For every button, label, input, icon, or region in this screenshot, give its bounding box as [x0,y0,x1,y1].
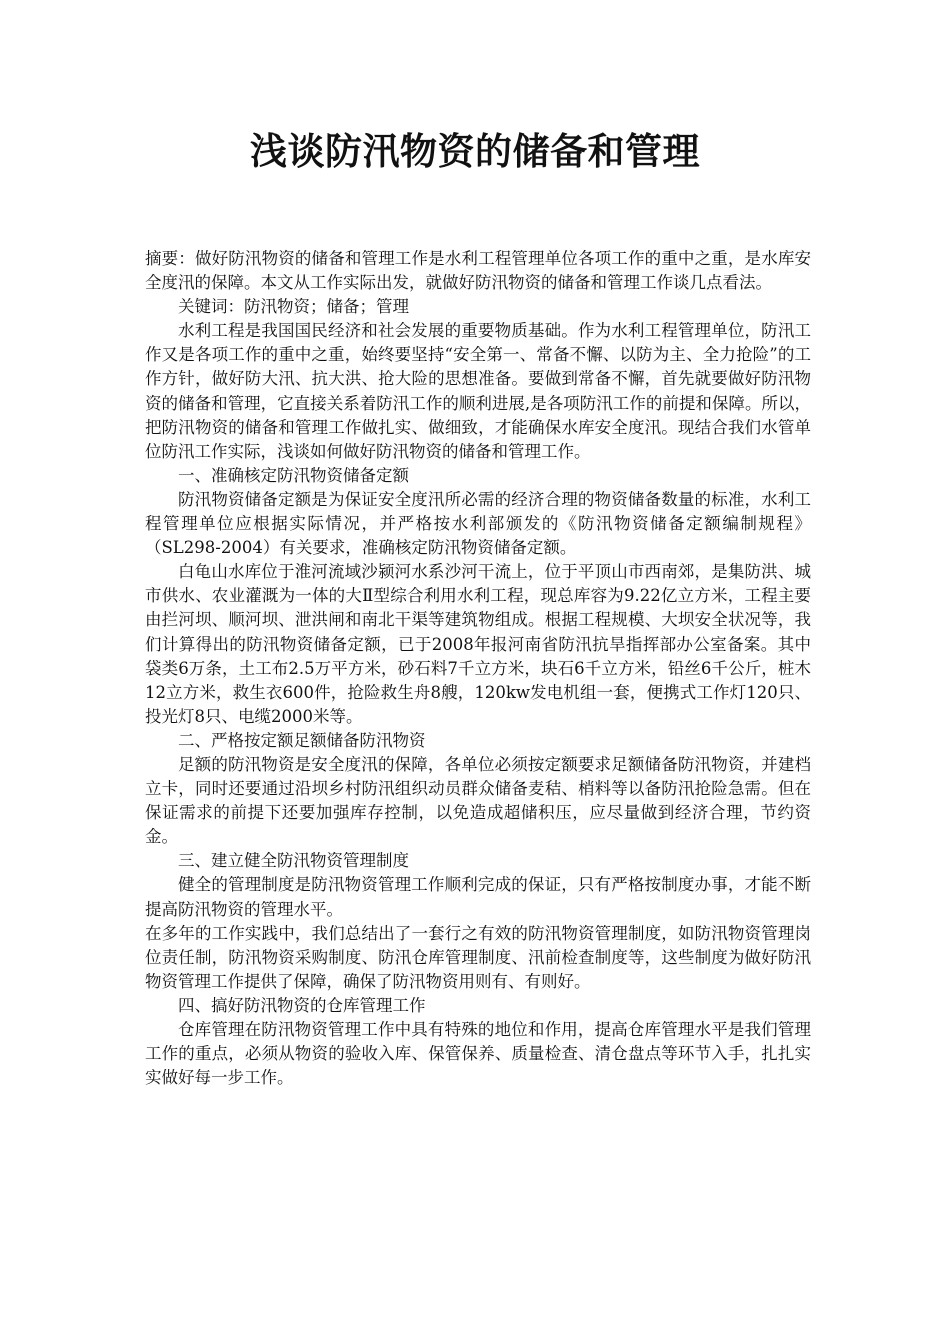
keywords-paragraph: 关键词：防汛物资；储备；管理 [178,297,409,317]
body-paragraph: 仓库管理在防汛物资管理工作中具有特殊的地位和作用，提高仓库管理水平是我们管理工作的重点，必须从物资的验收入库、保管保养、质量检查、清仓盘点等环节入手，扎扎实实做好每一步工作。 [145,1020,811,1088]
section-heading-1: 一、准确核定防汛物资储备定额 [178,465,409,485]
body-paragraph: 防汛物资储备定额是为保证安全度汛所必需的经济合理的物资储备数量的标准，水利工程管理单位应根据实际情况，并严格按水利部颁发的《防汛物资储备定额编制规程》（SL298-2004）有关要求，准确核定防汛物资储备定额。 [145,489,811,558]
section-heading-2: 二、严格按定额足额储备防汛物资 [178,730,426,750]
section-heading-3: 三、建立健全防汛物资管理制度 [178,851,409,871]
abstract-paragraph: 摘要：做好防汛物资的储备和管理工作是水利工程管理单位各项工作的重中之重，是水库安全度汛的保障。本文从工作实际出发，就做好防汛物资的储备和管理工作谈几点看法。 [145,249,811,293]
intro-paragraph: 水利工程是我国国民经济和社会发展的重要物质基础。作为水利工程管理单位，防汛工作又是各项工作的重中之重，始终要坚持“安全第一、常备不懈、以防为主、全力抢险”的工作方针，做好防大汛、抗大洪、抢大险的思想准备。要做到常备不懈，首先就要做好防汛物资的储备和管理，它直接关系着防汛工作的顺利进展,是各项防汛工作的前提和保障。所以， 把防汛物资的储备和管理工作做扎实、做细致，才能确保水库安全度汛。现结合我们水管单位防汛工作实际，浅谈如何做好防汛物资的储备和管理工作。 [145,321,811,461]
body-paragraph: 白龟山水库位于淮河流域沙颍河水系沙河干流上，位于平顶山市西南郊，是集防洪、城市供水、农业灌溉为一体的大Ⅱ型综合利用水利工程，现总库容为9.22亿立方米，工程主要由拦河坝、顺河坝、泄洪闸和南北干渠等建筑物组成。根据工程规模、大坝安全状况等，我们计算得出的防汛物资储备定额，已于2008年报河南省防汛抗旱指挥部办公室备案。其中袋类6万条，土工布2.5万平方米，砂石料7千立方米，块石6千立方米，铅丝6千公斤，桩木12立方米，救生衣600件，抢险救生舟8艘，120kw发电机组一套，便携式工作灯120只、投光灯8只、电缆2000米等。 [145,562,811,726]
body-paragraph: 足额的防汛物资是安全度汛的保障，各单位必须按定额要求足额储备防汛物资，并建档立卡，同时还要通过沿坝乡村防汛组织动员群众储备麦秸、梢料等以备防汛抢险急需。但在保证需求的前提下还要加强库存控制，以免造成超储积压，应尽量做到经济合理，节约资金。 [145,754,811,847]
body-paragraph: 在多年的工作实践中，我们总结出了一套行之有效的防汛物资管理制度，如防汛物资管理岗位责任制，防汛物资采购制度、防汛仓库管理制度、汛前检查制度等，这些制度为做好防汛物资管理工作提供了保障，确保了防汛物资用则有、有则好。 [145,923,811,991]
document-title: 浅谈防汛物资的储备和管理 [250,130,700,173]
body-paragraph: 健全的管理制度是防汛物资管理工作顺利完成的保证，只有严格按制度办事，才能不断提高防汛物资的管理水平。 [145,875,811,919]
section-heading-4: 四、搞好防汛物资的仓库管理工作 [178,995,426,1015]
document-body [145,247,811,1090]
